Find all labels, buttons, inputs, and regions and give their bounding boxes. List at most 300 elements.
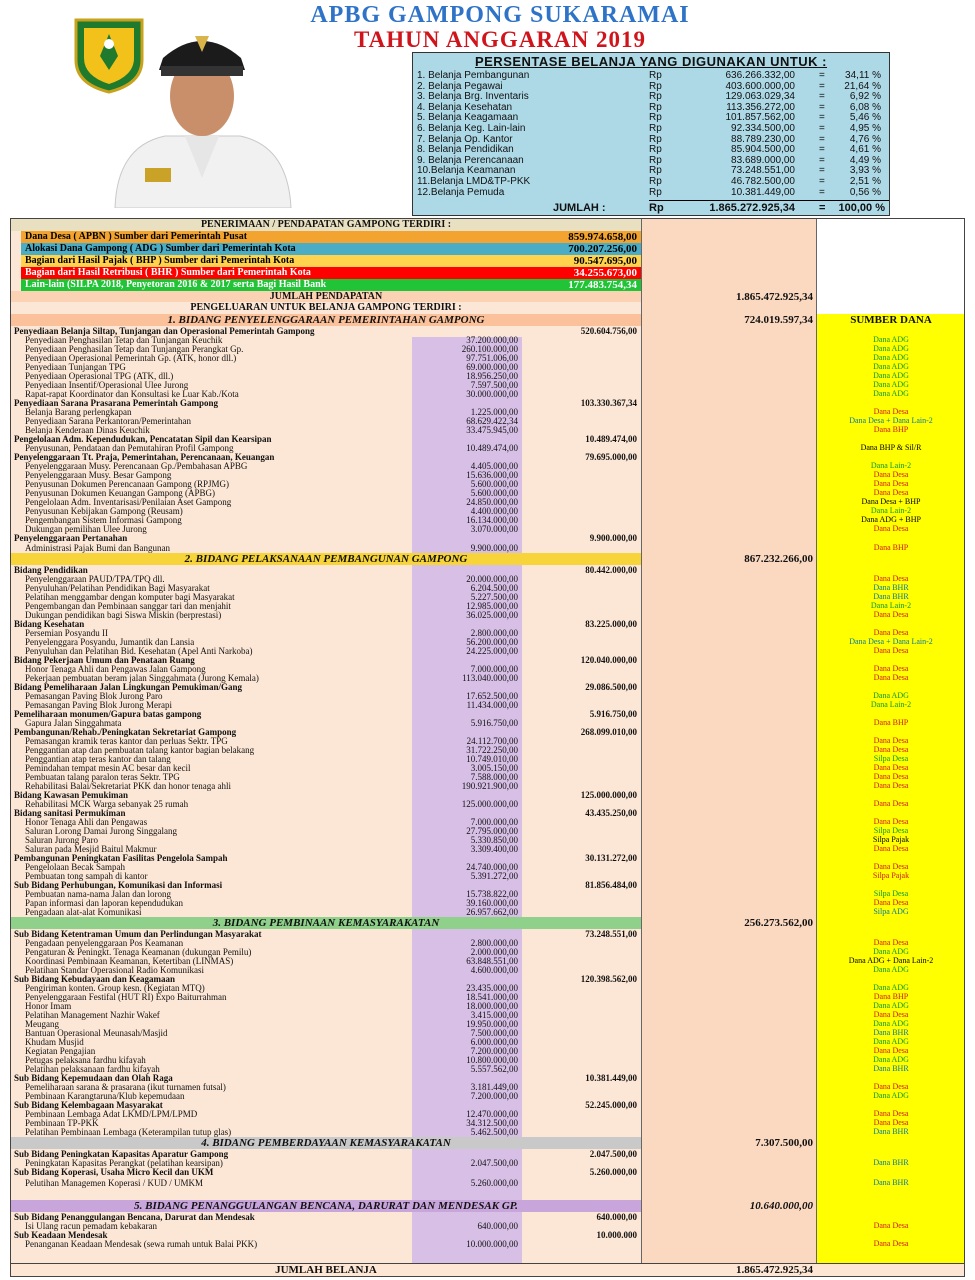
line-item-text: Pembinaan Lembaga Adat LKMD/LPM/LPMD <box>25 1109 198 1119</box>
funding-source: Dana Desa <box>873 898 909 907</box>
percentage-label: 11.Belanja LMD&TP-PKK <box>417 175 531 187</box>
percentage-eq: = <box>819 175 825 187</box>
funding-source: Dana ADG <box>873 965 909 974</box>
line-item-text: Saluran Jurong Paro <box>25 835 98 845</box>
line-item-amount: 39.160.000,00 <box>466 898 518 908</box>
funding-source: Dana Desa <box>873 1118 909 1127</box>
line-item-amount: 7.500.000,00 <box>470 1028 518 1038</box>
percentage-value: 4,61 % <box>849 144 881 156</box>
line-item-row <box>11 664 965 673</box>
revenue-total-amount: 1.865.472.925,34 <box>736 291 813 303</box>
funding-source: Dana BHR <box>873 1158 909 1167</box>
funding-source: Dana Desa <box>873 470 909 479</box>
line-item-row <box>11 898 965 907</box>
line-item-text: Pemasangan Paving Blok Jurong Paro <box>25 691 163 701</box>
percentage-amount: 46.782.500,00 <box>731 175 795 187</box>
line-item-text: Rehabilitasi Balai/Sekretariat PKK dan honor tenaga ahli <box>25 781 231 791</box>
percentage-eq: = <box>819 80 825 92</box>
subsection-total: 30.131.272,00 <box>585 853 637 863</box>
line-item-text: Penggantian atap dan pembuatan talang kantor bagian belakang <box>25 745 255 755</box>
line-item-row <box>11 736 965 745</box>
line-item-text: Rapat-rapat Koordinator dan Konsultasi ke Luar Kab./Kota <box>25 389 239 399</box>
revenue-title: PENERIMAAN / PENDAPATAN GAMPONG TERDIRI : <box>200 219 452 230</box>
funding-source: Dana Desa <box>873 781 909 790</box>
funding-source: Dana ADG <box>873 1091 909 1100</box>
funding-source: Dana Desa + Dana Lain-2 <box>849 637 933 646</box>
funding-source: Dana ADG <box>873 983 909 992</box>
line-item-amount: 10.800.000,00 <box>466 1055 518 1065</box>
line-item-amount: 27.795.000,00 <box>466 826 518 836</box>
percentage-list <box>413 71 889 198</box>
line-item-amount: 97.751.006,00 <box>466 353 518 363</box>
subsection-total: 81.856.484,00 <box>585 880 637 890</box>
section-title: 2. BIDANG PELAKSANAAN PEMBANGUNAN GAMPONG <box>184 553 468 565</box>
section-title: 4. BIDANG PEMBERDAYAAN KEMASYARAKATAN <box>201 1137 451 1149</box>
funding-source: Dana Desa <box>873 610 909 619</box>
percentage-value: 0,56 % <box>849 186 881 198</box>
subsection-title: Bidang Pendidikan <box>14 565 88 575</box>
line-item-text: Pengadaan alat-alat Komunikasi <box>25 907 142 917</box>
funding-source: Dana Desa <box>873 938 909 947</box>
line-item-text: Pelatihan Pembinaan Lembaga (Keterampilan tutup glas) <box>25 1127 232 1137</box>
subsection-row <box>11 808 965 817</box>
subsection-title: Pengelolaan Adm. Kependudukan, Pencatatan Sipil dan Kearsipan <box>14 434 272 444</box>
line-item-text: Penyusunan Kebijakan Gampong (Reusam) <box>25 506 183 516</box>
revenue-label: Bagian dari Hasil Pajak ( BHP ) Sumber dari Pemerintah Kota <box>25 255 295 266</box>
line-item-amount: 2.000.000,00 <box>470 947 518 957</box>
line-item-text: Papan informasi dan laporan kependudukan <box>25 898 183 908</box>
subsection-row <box>11 1230 965 1239</box>
percentage-amount: 73.248.551,00 <box>731 165 795 177</box>
line-item-row <box>11 907 965 916</box>
percentage-value: 2,51 % <box>849 175 881 187</box>
subsection-title: Penyelenggaraan Pertanahan <box>14 533 128 543</box>
funding-source: Dana ADG <box>873 691 909 700</box>
funding-source: Dana BHR <box>873 1178 909 1187</box>
section-title: 1. BIDANG PENYELENGGARAAN PEMERINTAHAN GAMPONG <box>167 314 485 326</box>
subsection-title: Penyediaan Sarana Prasarana Pemerintah Gampong <box>14 398 218 408</box>
line-item-text: Pemasangan kramik teras kantor dan perluas Sektr. TPG <box>25 736 228 746</box>
section-total: 7.307.500,00 <box>755 1137 813 1149</box>
percentage-label: 9. Belanja Perencanaan <box>417 154 524 166</box>
percentage-amount: 129.063.029,34 <box>725 91 795 103</box>
line-item-row <box>11 506 965 515</box>
line-item-text: Pengembangan Sistem Informasi Gampong <box>25 515 182 525</box>
revenue-row <box>11 243 965 255</box>
section-total: 10.640.000,00 <box>749 1200 813 1212</box>
section-row <box>11 553 965 565</box>
funding-source: Dana Desa <box>873 646 909 655</box>
subsection-row <box>11 452 965 461</box>
subsection-row <box>11 619 965 628</box>
funding-source: Dana Desa <box>873 772 909 781</box>
revenue-header <box>11 219 641 231</box>
expense-header <box>11 302 965 314</box>
funding-source: Dana ADG <box>873 371 909 380</box>
percentage-amount: 113.356.272,00 <box>726 101 795 113</box>
percentage-total-eq: = <box>819 202 826 214</box>
line-item-text: Khudam Musjid <box>25 1037 84 1047</box>
total-expense-amount: 1.865.472.925,34 <box>736 1264 813 1276</box>
funding-source: Dana BHR <box>873 1028 909 1037</box>
percentage-amount: 85.904.500,00 <box>731 144 795 156</box>
section-total: 867.232.266,00 <box>744 553 813 565</box>
percentage-label: 8. Belanja Pendidikan <box>417 144 514 156</box>
line-item-amount: 2.047.500,00 <box>470 1158 518 1168</box>
line-item-text: Penggantian atap teras kantor dan talang <box>25 754 171 764</box>
subsection-title: Bidang Kesehatan <box>14 619 85 629</box>
funding-source: Dana Desa <box>873 1046 909 1055</box>
line-item-row <box>11 646 965 655</box>
line-item-row <box>11 1221 965 1230</box>
line-item-amount: 24.225.000,00 <box>466 646 518 656</box>
line-item-amount: 10.489.474,00 <box>466 443 518 453</box>
line-item-text: Penyuluhan/Pelatihan Pendidikan Bagi Masyarakat <box>25 583 210 593</box>
line-item-text: Pengaturan & Peningkt. Tenaga Keamanan (dukungan Pemilu) <box>25 947 252 957</box>
line-item-text: Penyelenggaraan Musy. Perencanaan Gp./Pembahasan APBG <box>25 461 248 471</box>
line-item-row <box>11 583 965 592</box>
line-item-row <box>11 889 965 898</box>
line-item-amount: 2.800.000,00 <box>470 628 518 638</box>
line-item-amount: 6.000.000,00 <box>470 1037 518 1047</box>
line-item-text: Pemindahan tempat mesin AC besar dan kecil <box>25 763 191 773</box>
percentage-rp: Rp <box>649 80 662 92</box>
funding-source: Dana Desa <box>873 673 909 682</box>
line-item-amount: 20.000.000,00 <box>466 574 518 584</box>
subsection-total: 10.489.474,00 <box>585 434 637 444</box>
section-row <box>11 314 965 326</box>
line-item-amount: 5.260.000,00 <box>470 1178 518 1188</box>
line-item-row <box>11 862 965 871</box>
subsection-title: Pemeliharaan monumen/Gapura batas gampong <box>14 709 202 719</box>
subsection-title: Sub Bidang Peningkatan Kapasitas Aparatur Gampong <box>14 1149 229 1159</box>
subsection-row <box>11 709 965 718</box>
percentage-amount: 83.689.000,00 <box>731 154 795 166</box>
subsection-total: 73.248.551,00 <box>585 929 637 939</box>
percentage-value: 4,76 % <box>849 133 881 145</box>
line-item-text: Administrasi Pajak Bumi dan Bangunan <box>25 543 170 553</box>
subsection-row <box>11 1100 965 1109</box>
percentage-rp: Rp <box>649 154 662 166</box>
line-item-amount: 3.070.000,00 <box>470 524 518 534</box>
funding-source: Dana ADG <box>873 380 909 389</box>
funding-source: Dana ADG <box>873 353 909 362</box>
line-item-amount: 19.950.000,00 <box>466 1019 518 1029</box>
percentage-value: 4,95 % <box>849 122 881 134</box>
subsection-row <box>11 929 965 938</box>
subsection-total: 83.225.000,00 <box>585 619 637 629</box>
line-item-amount: 113.040.000,00 <box>462 673 518 683</box>
line-item-text: Penyediaan Operasional TPG (ATK, dll.) <box>25 371 174 381</box>
line-item-text: Pengelolaan Becak Sampah <box>25 862 125 872</box>
subsection-total: 10.000.000 <box>596 1230 637 1240</box>
percentage-label: 5. Belanja Keagamaan <box>417 112 519 124</box>
line-item-text: Peningkatan Kapasitas Perangkat (pelatihan kearsipan) <box>25 1158 223 1168</box>
line-item-amount: 24.850.000,00 <box>466 497 518 507</box>
line-item-row <box>11 574 965 583</box>
source-header: SUMBER DANA <box>850 314 932 326</box>
line-item-row <box>11 416 965 425</box>
line-item-row <box>11 488 965 497</box>
subsection-title: Bidang Kawasan Pemukiman <box>14 790 129 800</box>
percentage-rp: Rp <box>649 175 662 187</box>
line-item-row <box>11 763 965 772</box>
percentage-eq: = <box>819 112 825 124</box>
funding-source: Dana Desa <box>873 1221 909 1230</box>
percentage-amount: 636.266.332,00 <box>725 70 795 81</box>
subsection-row <box>11 1212 965 1221</box>
funding-source: Dana BHP <box>873 992 909 1001</box>
percentage-value: 6,08 % <box>849 101 881 113</box>
line-item-row <box>11 992 965 1001</box>
line-item-amount: 33.475.945,00 <box>466 425 518 435</box>
funding-source: Dana ADG <box>873 1037 909 1046</box>
funding-source: Dana ADG <box>873 1055 909 1064</box>
line-item-text: Saluran Lorong Damai Jurong Singgalang <box>25 826 177 836</box>
subsection-title: Pembangunan Peningkatan Fasilitas Pengelola Sampah <box>14 853 228 863</box>
line-item-row <box>11 543 965 552</box>
line-item-amount: 7.000.000,00 <box>470 664 518 674</box>
line-item-amount: 2.800.000,00 <box>470 938 518 948</box>
line-item-text: Penyelenggaraan Festifal (HUT RI) Expo Baiturrahman <box>25 992 227 1002</box>
line-item-row <box>11 1178 965 1187</box>
line-item-amount: 10.000.000,00 <box>466 1239 518 1249</box>
line-item-amount: 12.470.000,00 <box>466 1109 518 1119</box>
revenue-amount: 177.483.754,34 <box>568 279 637 291</box>
subsection-title: Sub Bidang Kelembagaan Masyarakat <box>14 1100 163 1110</box>
total-expense-label: JUMLAH BELANJA <box>275 1264 377 1276</box>
section-row <box>11 1137 965 1149</box>
line-item-amount: 1.225.000,00 <box>470 407 518 417</box>
line-item-text: Pekerjaan pembuatan beram jalan Singgahmata (Jurong Kemala) <box>25 673 259 683</box>
expense-title: PENGELUARAN UNTUK BELANJA GAMPONG TERDIRI : <box>190 302 462 313</box>
subsection-total: 80.442.000,00 <box>585 565 637 575</box>
revenue-row <box>11 231 965 243</box>
line-item-row <box>11 754 965 763</box>
line-item-text: Penyelenggaraan Musy. Besar Gampong <box>25 470 172 480</box>
percentage-eq: = <box>819 144 825 156</box>
funding-source: Silpa Pajak <box>872 871 910 880</box>
percentage-eq: = <box>819 70 825 81</box>
subsection-total: 2.047.500,00 <box>589 1149 637 1159</box>
percentage-eq: = <box>819 101 825 113</box>
section-title: 5. BIDANG PENANGGULANGAN BENCANA, DARURAT DAN MENDESAK GP. <box>134 1200 518 1212</box>
funding-source: Silpa Desa <box>873 826 909 835</box>
line-item-row <box>11 1055 965 1064</box>
percentage-label: 3. Belanja Brg. Inventaris <box>417 91 529 103</box>
subsection-row <box>11 727 965 736</box>
line-item-text: Pembinaan Karangtaruna/Klub kepemudaan <box>25 1091 185 1101</box>
line-item-row <box>11 965 965 974</box>
line-item-text: Rehabilitasi MCK Warga sebanyak 25 rumah <box>25 799 189 809</box>
percentage-eq: = <box>819 165 825 177</box>
percentage-value: 3,93 % <box>849 165 881 177</box>
line-item-row <box>11 371 965 380</box>
funding-source: Dana Desa <box>873 407 909 416</box>
percentage-row <box>413 177 889 188</box>
line-item-amount: 3.181.449,00 <box>470 1082 518 1092</box>
line-item-text: Saluran pada Mesjid Baitul Makmur <box>25 844 157 854</box>
line-item-row <box>11 353 965 362</box>
funding-source: Dana Desa <box>873 1082 909 1091</box>
subsection-row <box>11 434 965 443</box>
line-item-row <box>11 479 965 488</box>
revenue-amount: 90.547.695,00 <box>573 255 637 267</box>
revenue-row <box>11 279 965 291</box>
line-item-text: Pembuatan nama-nama Jalan dan lorong <box>25 889 171 899</box>
line-item-row <box>11 826 965 835</box>
header <box>0 0 975 216</box>
line-item-amount: 69.000.000,00 <box>466 362 518 372</box>
line-item-amount: 31.722.250,00 <box>466 745 518 755</box>
line-item-text: Honor Tenaga Ahli dan Pengawas Jalan Gampong <box>25 664 206 674</box>
line-item-text: Pelatihan menggambar dengan komputer bagi Masyarakat <box>25 592 235 602</box>
line-item-text: Pelatihan Standar Operasional Radio Komunikasi <box>25 965 204 975</box>
subsection-total: 120.398.562,00 <box>580 974 637 984</box>
funding-source: Dana Desa <box>873 1010 909 1019</box>
line-item-amount: 68.629.422,34 <box>466 416 518 426</box>
percentage-row <box>413 71 889 82</box>
subsection-title: Bidang Pemeliharaan Jalan Lingkungan Pemukiman/Gang <box>14 682 243 692</box>
percentage-eq: = <box>819 154 825 166</box>
line-item-row <box>11 628 965 637</box>
line-item-row <box>11 461 965 470</box>
line-item-text: Pelatihan Management Nazhir Wakef <box>25 1010 160 1020</box>
percentage-rp: Rp <box>649 133 662 145</box>
line-item-text: Pelutihan Managemen Koperasi / KUD / UMKM <box>25 1178 203 1188</box>
subsection-title: Sub Bidang Koperasi, Usaha Micro Kecil dan UKM <box>14 1167 214 1177</box>
line-item-row <box>11 637 965 646</box>
line-item-text: Belanja Kenderaan Dinas Keuchik <box>25 425 150 435</box>
spending-percentage-panel <box>412 52 890 216</box>
subsection-total: 10.381.449,00 <box>585 1073 637 1083</box>
line-item-row <box>11 1091 965 1100</box>
line-item-text: Pemasangan Paving Blok Jurong Merapi <box>25 700 172 710</box>
line-item-row <box>11 470 965 479</box>
subsection-row <box>11 655 965 664</box>
revenue-total-label: JUMLAH PENDAPATAN <box>269 291 383 302</box>
line-item-row <box>11 610 965 619</box>
percentage-rp: Rp <box>649 122 662 134</box>
line-item-row <box>11 691 965 700</box>
line-item-row <box>11 1064 965 1073</box>
subsection-row <box>11 326 965 335</box>
line-item-amount: 24.112.700,00 <box>466 736 518 746</box>
percentage-total-pct: 100,00 % <box>838 202 885 214</box>
section-row <box>11 917 965 929</box>
line-item-row <box>11 938 965 947</box>
percentage-eq: = <box>819 133 825 145</box>
subsection-total: 29.086.500,00 <box>585 682 637 692</box>
line-item-row <box>11 1046 965 1055</box>
percentage-rp: Rp <box>649 165 662 177</box>
funding-source: Dana ADG <box>873 1001 909 1010</box>
percentage-row <box>413 124 889 135</box>
line-item-amount: 23.435.000,00 <box>466 983 518 993</box>
total-expense-row <box>11 1263 965 1277</box>
document-title: APBG GAMPONG SUKARAMAI <box>310 2 690 28</box>
funding-source: Dana ADG <box>873 344 909 353</box>
line-item-amount: 11.434.000,00 <box>466 700 518 710</box>
line-item-amount: 3.415.000,00 <box>470 1010 518 1020</box>
percentage-panel-title: PERSENTASE BELANJA YANG DIGUNAKAN UNTUK : <box>474 54 828 69</box>
line-item-amount: 4.400.000,00 <box>470 506 518 516</box>
funding-source: Dana Desa + Dana Lain-2 <box>849 416 933 425</box>
percentage-value: 34,11 % <box>845 70 881 81</box>
line-item-amount: 125.000.000,00 <box>461 799 518 809</box>
percentage-rp: Rp <box>649 91 662 103</box>
line-item-text: Penyusunan, Pendataan dan Pemutahiran Profil Gampong <box>25 443 234 453</box>
line-item-amount: 5.557.562,00 <box>470 1064 518 1074</box>
percentage-amount: 10.381.449,00 <box>731 186 795 198</box>
subsection-title: Sub Bidang Kepemudaan dan Olah Raga <box>14 1073 173 1083</box>
percentage-value: 6,92 % <box>849 91 881 103</box>
line-item-text: Dukungan pemilihan Ulee Jurong <box>25 524 147 534</box>
line-item-text: Pengadaan penyelenggaraan Pos Keamanan <box>25 938 184 948</box>
percentage-total-label: JUMLAH : <box>553 202 606 214</box>
percentage-rp: Rp <box>649 144 662 156</box>
subsection-total: 9.900.000,00 <box>589 533 637 543</box>
funding-source: Silpa Desa <box>873 754 909 763</box>
line-item-text: Penyelenggara Posyandu, Jumantik dan Lansia <box>25 637 195 647</box>
subsection-total: 5.260.000,00 <box>589 1167 637 1177</box>
subsection-title: Sub Bidang Perhubungan, Komunikasi dan Informasi <box>14 880 223 890</box>
line-item-amount: 36.025.000,00 <box>466 610 518 620</box>
percentage-rp: Rp <box>649 112 662 124</box>
funding-source: Dana Lain-2 <box>870 506 912 515</box>
subsection-row <box>11 790 965 799</box>
percentage-amount: 88.789.230,00 <box>731 133 795 145</box>
line-item-amount: 5.462.500,00 <box>470 1127 518 1137</box>
subsection-total: 120.040.000,00 <box>580 655 637 665</box>
percentage-total-rp: Rp <box>649 202 664 214</box>
line-item-row <box>11 524 965 533</box>
line-item-row <box>11 362 965 371</box>
line-item-row <box>11 781 965 790</box>
subsection-row <box>11 974 965 983</box>
line-item-row <box>11 1158 965 1167</box>
funding-source: Dana Desa + BHP <box>861 497 921 506</box>
funding-source: Dana ADG <box>873 335 909 344</box>
line-item-amount: 5.330.850,00 <box>470 835 518 845</box>
line-item-text: Penyelenggaraan PAUD/TPA/TPQ dll. <box>25 574 165 584</box>
line-item-amount: 26.957.662,00 <box>466 907 518 917</box>
percentage-rp: Rp <box>649 186 662 198</box>
subsection-title: Sub Bidang Kebudayaan dan Keagamaan <box>14 974 176 984</box>
percentage-value: 4,49 % <box>849 154 881 166</box>
line-item-row <box>11 497 965 506</box>
line-item-text: Penyediaan Sarana Perkantoran/Pemerintahan <box>25 416 191 426</box>
line-item-row <box>11 1028 965 1037</box>
funding-source: Dana BHP <box>873 425 909 434</box>
line-item-row <box>11 1118 965 1127</box>
subsection-total: 5.916.750,00 <box>589 709 637 719</box>
subsection-total: 52.245.000,00 <box>585 1100 637 1110</box>
funding-source: Dana ADG + BHP <box>861 515 921 524</box>
funding-source: Dana BHP & Sil/R <box>860 443 922 452</box>
funding-source: Dana Lain-2 <box>870 461 912 470</box>
funding-source: Dana Desa <box>873 574 909 583</box>
revenue-label: Lain-lain (SILPA 2018, Penyetoran 2016 & 2017 serta Bagi Hasil Bank <box>25 279 327 290</box>
line-item-amount: 7.200.000,00 <box>470 1091 518 1101</box>
line-item-text: Pengelolaan Adm. Inventarisasi/Penilaian Aset Gampong <box>25 497 232 507</box>
revenue-row <box>11 267 965 279</box>
funding-source: Dana Desa <box>873 799 909 808</box>
line-item-text: Koordinasi Pembinaan Keamanan, Ketertiban (LINMAS) <box>25 956 234 966</box>
line-item-amount: 9.900.000,00 <box>470 543 518 553</box>
line-item-row <box>11 799 965 808</box>
funding-source: Dana Desa <box>873 745 909 754</box>
